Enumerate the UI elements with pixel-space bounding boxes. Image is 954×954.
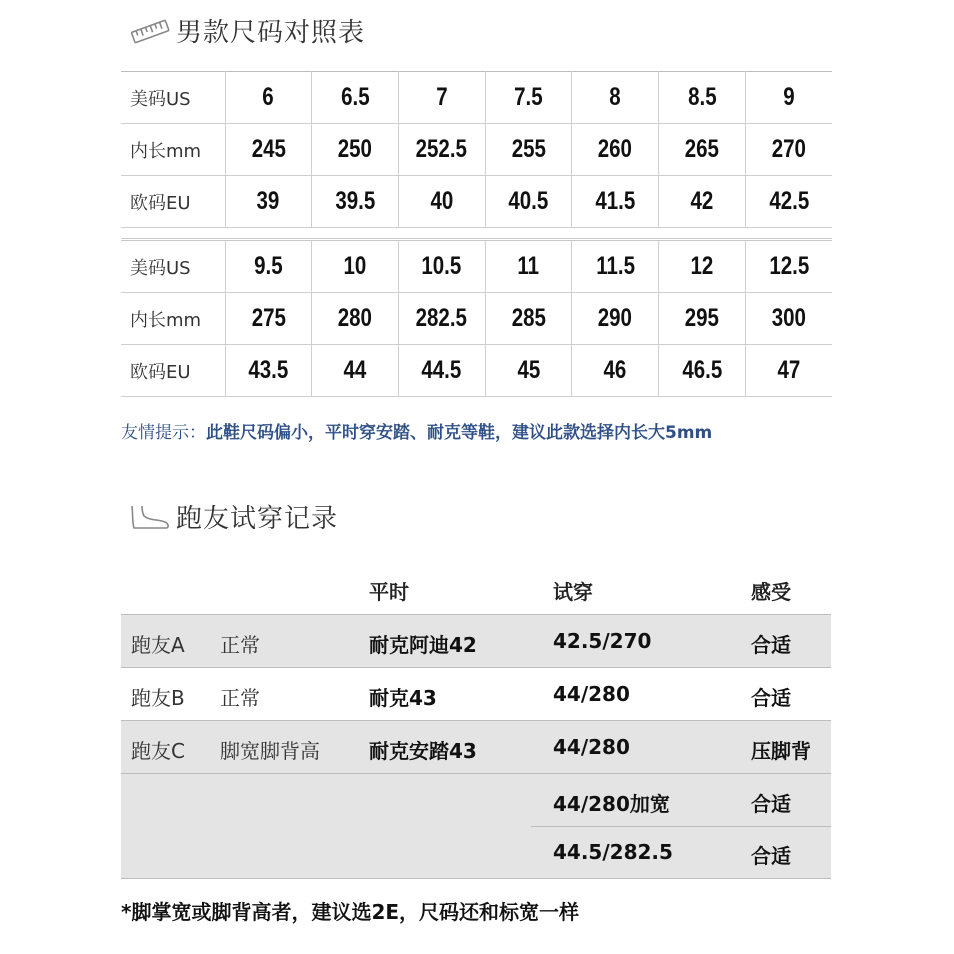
tried-size: 44/280加宽 (553, 792, 670, 816)
size-cell: 42 (659, 176, 746, 228)
tried-size: 42.5/270 (553, 629, 652, 653)
size-cell: 295 (659, 293, 746, 345)
ruler-icon (128, 14, 172, 48)
size-cell: 44 (312, 345, 399, 397)
trial-table-header (121, 562, 831, 614)
size-cell: 9.5 (225, 240, 312, 293)
foot-type: 正常 (220, 686, 260, 710)
header-tried: 试穿 (553, 580, 593, 604)
runner-name: 跑友C (131, 739, 185, 763)
size-cell: 252.5 (398, 124, 485, 176)
tip-lead: 友情提示： (121, 423, 206, 443)
header-feel: 感受 (751, 580, 791, 604)
size-cell: 7 (398, 72, 485, 124)
size-cell: 250 (312, 124, 399, 176)
size-cell: 39 (225, 176, 312, 228)
size-cell: 285 (485, 293, 572, 345)
trial-table (121, 562, 831, 879)
size-cell: 40 (398, 176, 485, 228)
wide-foot-note: *脚掌宽或脚背高者，建议选2E，尺码还和标宽一样 (121, 900, 580, 924)
trial-record-title-text: 跑友试穿记录 (176, 504, 339, 534)
size-cell: 11 (485, 240, 572, 293)
us-size-row (121, 240, 832, 293)
size-cell: 10 (312, 240, 399, 293)
usual-size: 耐克43 (369, 686, 437, 710)
eu-size-row (121, 176, 832, 228)
size-cell: 6 (225, 72, 312, 124)
size-cell: 282.5 (398, 293, 485, 345)
size-cell: 290 (572, 293, 659, 345)
table-row (121, 826, 831, 879)
size-cell: 6.5 (312, 72, 399, 124)
size-cell: 245 (225, 124, 312, 176)
usual-size: 耐克安踏43 (369, 739, 477, 763)
size-table-block-1 (121, 71, 832, 228)
tried-size: 44.5/282.5 (553, 840, 673, 864)
eu-size-row (121, 345, 832, 397)
size-cell: 44.5 (398, 345, 485, 397)
tried-size: 44/280 (553, 682, 630, 706)
foot-type: 脚宽脚背高 (220, 739, 320, 763)
foot-icon (128, 500, 172, 534)
row-label-mm: 内长mm (121, 124, 225, 176)
fit-feel: 合适 (751, 844, 791, 868)
size-cell: 11.5 (572, 240, 659, 293)
size-cell: 8.5 (659, 72, 746, 124)
size-cell: 265 (659, 124, 746, 176)
fit-feel: 合适 (751, 792, 791, 816)
size-cell: 45 (485, 345, 572, 397)
row-label-mm: 内长mm (121, 293, 225, 345)
size-cell: 42.5 (745, 176, 832, 228)
foot-type: 正常 (220, 633, 260, 657)
size-cell: 270 (745, 124, 832, 176)
row-label-eu: 欧码EU (121, 176, 225, 228)
runner-name: 跑友A (131, 633, 185, 657)
size-cell: 275 (225, 293, 312, 345)
trial-record-title (128, 498, 338, 535)
row-label-us: 美码US (121, 240, 225, 293)
size-cell: 10.5 (398, 240, 485, 293)
size-chart-title-text: 男款尺码对照表 (176, 18, 366, 48)
size-cell: 9 (745, 72, 832, 124)
tried-size: 44/280 (553, 735, 630, 759)
size-cell: 7.5 (485, 72, 572, 124)
size-cell: 47 (745, 345, 832, 397)
size-cell: 41.5 (572, 176, 659, 228)
table-row (121, 667, 831, 720)
size-chart-title (128, 12, 365, 49)
us-size-row (121, 72, 832, 124)
table-row (121, 773, 831, 826)
table-row (121, 720, 831, 773)
row-divider (531, 826, 831, 827)
sizing-tip (121, 418, 712, 443)
table-row (121, 614, 831, 667)
size-cell: 8 (572, 72, 659, 124)
size-cell: 40.5 (485, 176, 572, 228)
row-label-us: 美码US (121, 72, 225, 124)
row-label-eu: 欧码EU (121, 345, 225, 397)
fit-feel: 合适 (751, 686, 791, 710)
size-cell: 260 (572, 124, 659, 176)
size-cell: 12.5 (745, 240, 832, 293)
size-cell: 39.5 (312, 176, 399, 228)
size-table-block-2 (121, 238, 832, 397)
header-usual: 平时 (369, 580, 409, 604)
size-cell: 46 (572, 345, 659, 397)
size-cell: 46.5 (659, 345, 746, 397)
fit-feel: 压脚背 (751, 739, 811, 763)
size-cell: 12 (659, 240, 746, 293)
mm-size-row (121, 293, 832, 345)
size-cell: 300 (745, 293, 832, 345)
usual-size: 耐克阿迪42 (369, 633, 477, 657)
size-cell: 255 (485, 124, 572, 176)
runner-name: 跑友B (131, 686, 185, 710)
size-cell: 280 (312, 293, 399, 345)
tip-body: 此鞋尺码偏小，平时穿安踏、耐克等鞋，建议此款选择内长大5mm (206, 423, 713, 443)
fit-feel: 合适 (751, 633, 791, 657)
size-cell: 43.5 (225, 345, 312, 397)
mm-size-row (121, 124, 832, 176)
